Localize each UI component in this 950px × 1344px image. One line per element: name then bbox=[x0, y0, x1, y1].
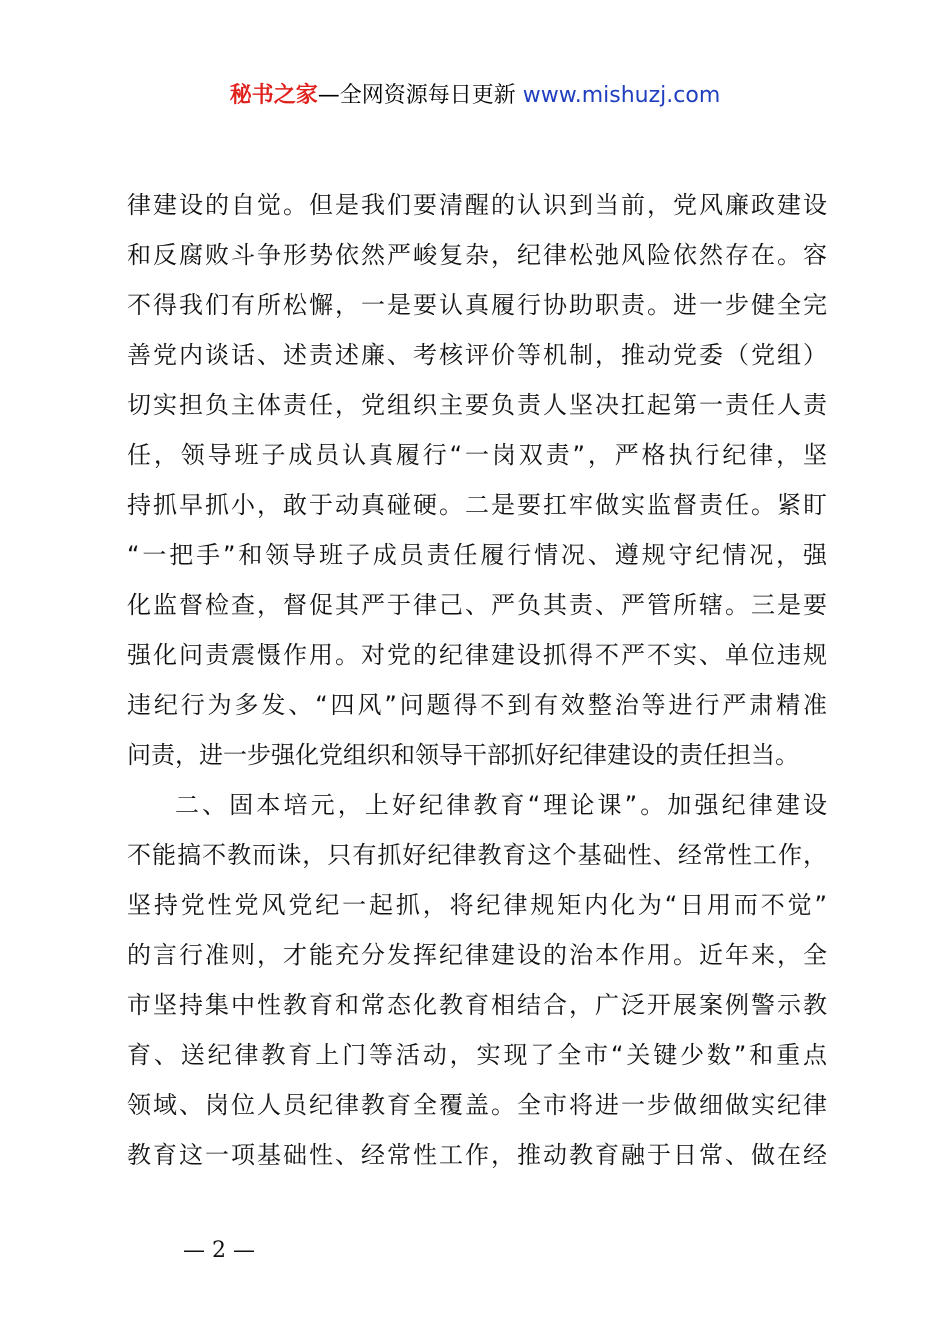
text-line: 市坚持集中性教育和常态化教育相结合，广泛开展案例警示教 bbox=[127, 991, 827, 1019]
text-line: 化监督检查，督促其严于律己、严负其责、严管所辖。三是要 bbox=[127, 591, 827, 619]
text-line: 教育这一项基础性、经常性工作，推动教育融于日常、做在经 bbox=[127, 1141, 827, 1169]
text-line: 和反腐败斗争形势依然严峻复杂，纪律松弛风险依然存在。容 bbox=[127, 241, 827, 269]
text-line: 切实担负主体责任，党组织主要负责人坚决扛起第一责任人责 bbox=[127, 391, 827, 419]
header-tagline: —全网资源每日更新 bbox=[317, 83, 516, 108]
body-text bbox=[127, 180, 827, 1180]
text-line: 不能搞不教而诛，只有抓好纪律教育这个基础性、经常性工作， bbox=[127, 841, 827, 869]
text-line: “一把手”和领导班子成员责任履行情况、遵规守纪情况，强 bbox=[127, 541, 827, 569]
text-line: 强化问责震慑作用。对党的纪律建设抓得不严不实、单位违规 bbox=[127, 641, 827, 669]
page-number: — 2 — bbox=[183, 1238, 255, 1263]
text-line: 坚持党性党风党纪一起抓，将纪律规矩内化为“日用而不觉” bbox=[127, 891, 827, 919]
header-brand: 秘书之家 bbox=[229, 83, 318, 108]
text-line: 问责，进一步强化党组织和领导干部抓好纪律建设的责任担当。 bbox=[127, 741, 799, 769]
text-line: 的言行准则，才能充分发挥纪律建设的治本作用。近年来，全 bbox=[127, 941, 827, 969]
text-line: 任，领导班子成员认真履行“一岗双责”，严格执行纪律，坚 bbox=[127, 441, 827, 469]
text-line: 育、送纪律教育上门等活动，实现了全市“关键少数”和重点 bbox=[127, 1041, 827, 1069]
text-line: 违纪行为多发、“四风”问题得不到有效整治等进行严肃精准 bbox=[127, 691, 827, 719]
header-url-link[interactable]: www.mishuzj.com bbox=[522, 83, 721, 108]
text-line: 律建设的自觉。但是我们要清醒的认识到当前，党风廉政建设 bbox=[127, 191, 827, 219]
section-heading-line: 二、固本培元，上好纪律教育“理论课”。加强纪律建设 bbox=[175, 791, 827, 819]
text-line: 领域、岗位人员纪律教育全覆盖。全市将进一步做细做实纪律 bbox=[127, 1091, 827, 1119]
page-header bbox=[0, 80, 950, 112]
text-line: 持抓早抓小，敢于动真碰硬。二是要扛牢做实监督责任。紧盯 bbox=[127, 491, 827, 519]
text-line: 善党内谈话、述责述廉、考核评价等机制，推动党委（党组） bbox=[127, 341, 827, 369]
text-line: 不得我们有所松懈，一是要认真履行协助职责。进一步健全完 bbox=[127, 291, 827, 319]
